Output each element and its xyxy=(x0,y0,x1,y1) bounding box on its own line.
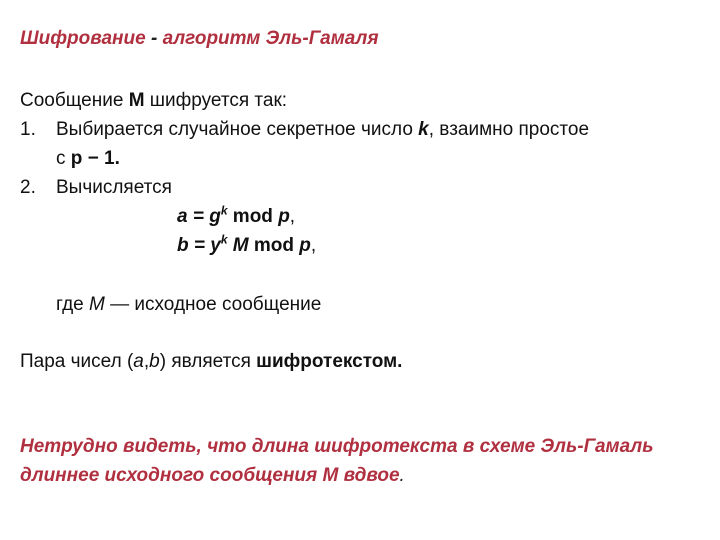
intro-rest: шифруется так: xyxy=(144,90,288,111)
pair-comma: , xyxy=(143,351,150,372)
step-1-cont-end: . xyxy=(114,148,120,169)
pair-mid: ) является xyxy=(159,351,257,372)
intro-line xyxy=(20,86,700,115)
step-1-cont-var: p − 1 xyxy=(70,148,115,169)
formula-b-lhs: b = y xyxy=(177,235,221,256)
slide-body xyxy=(20,86,700,376)
title-part2: алгоритм Эль-Гамаля xyxy=(162,28,379,49)
step-1-cont-text: с xyxy=(56,148,71,169)
title-part1: Шифрование xyxy=(20,28,146,49)
formula-b xyxy=(20,231,700,260)
formula-a-exp: k xyxy=(220,203,228,218)
spacer xyxy=(20,260,700,290)
where-pre: где xyxy=(56,294,90,315)
conclusion-text: Нетрудно видеть, что длина шифротекста в схеме Эль-Гамаль длиннее исходного сообщения M вдвое xyxy=(20,436,654,486)
formula-b-mod: p xyxy=(299,235,311,256)
step-1-text2: , взаимно простое xyxy=(428,119,590,140)
formula-a-mod: p xyxy=(278,206,290,227)
formula-b-mid: M xyxy=(227,235,249,256)
where-line xyxy=(20,290,700,319)
step-1-line xyxy=(56,115,700,144)
pair-pre: Пара чисел ( xyxy=(20,351,134,372)
conclusion xyxy=(20,432,700,490)
formula-a-rest: mod xyxy=(227,206,279,227)
conclusion-end: . xyxy=(399,465,405,486)
formula-a xyxy=(20,202,700,231)
step-1-number: 1. xyxy=(20,119,36,140)
title-separator: - xyxy=(145,28,163,49)
pair-line xyxy=(20,347,700,376)
slide-title xyxy=(20,28,379,50)
where-var: M xyxy=(89,294,105,315)
step-2-number: 2. xyxy=(20,177,36,198)
intro-text: Сообщение xyxy=(20,90,129,111)
pair-b: b xyxy=(149,351,160,372)
step-2 xyxy=(20,173,700,202)
intro-var: M xyxy=(128,90,145,111)
formula-b-end: , xyxy=(310,235,317,256)
formula-a-lhs: a = g xyxy=(177,206,221,227)
spacer xyxy=(20,319,700,347)
step-1-var: k xyxy=(418,119,429,140)
formula-b-exp: k xyxy=(220,232,228,247)
step-1-continuation xyxy=(56,144,700,173)
step-1 xyxy=(20,115,700,173)
where-post: — исходное сообщение xyxy=(104,294,322,315)
formula-b-rest: mod xyxy=(248,235,300,256)
step-2-line: Вычисляется xyxy=(56,177,172,198)
formula-a-end: , xyxy=(289,206,296,227)
step-1-text1: Выбирается случайное секретное число xyxy=(56,119,419,140)
pair-bold: шифротекстом. xyxy=(256,351,403,372)
pair-a: a xyxy=(133,351,144,372)
